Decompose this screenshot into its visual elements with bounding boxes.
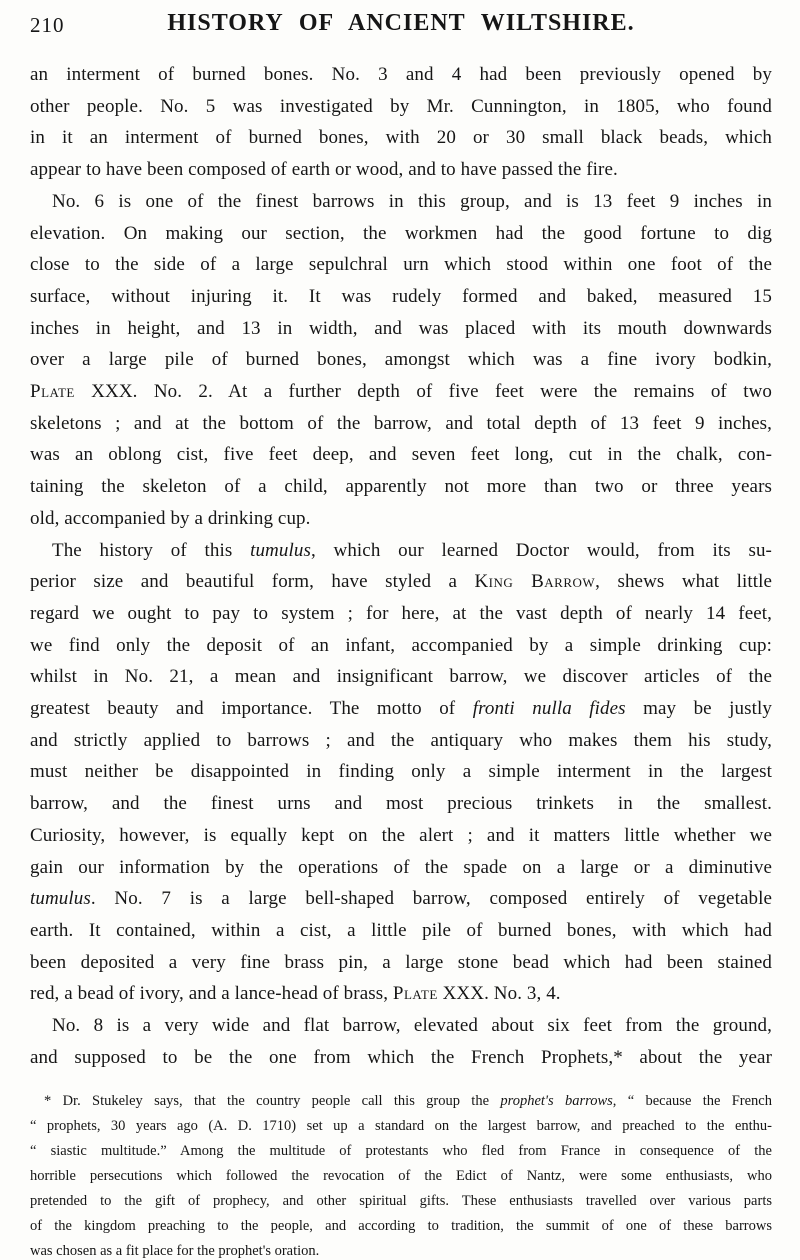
text-line (30, 598, 772, 630)
text-run: inches in height, and 13 in width, and was placed with its mouth downwards (30, 317, 772, 339)
text-run: perior size and beautiful form, have styled a (30, 571, 475, 593)
italic-text-run: prophet's barrows (500, 1092, 613, 1109)
text-run: old, accompanied by a drinking cup. (30, 507, 311, 529)
page-header (0, 10, 800, 42)
text-line (30, 725, 772, 757)
text-run: “ prophets, 30 years ago (A. D. 1710) set up a standard on the largest barrow, and preached to the enthu- (30, 1117, 772, 1134)
text-line (30, 1042, 772, 1074)
text-run: “ siastic multitude.” Among the multitude of protestants who fled from France in consequence of the (30, 1142, 772, 1159)
text-line (30, 59, 772, 91)
text-run: been deposited a very fine brass pin, a large stone bead which had been stained (30, 951, 772, 973)
text-line (30, 1114, 772, 1139)
text-line (30, 249, 772, 281)
text-run: regard we ought to pay to system ; for here, at the vast depth of nearly 14 feet, (30, 602, 772, 624)
text-run: we find only the deposit of an infant, accompanied by a simple drinking cup: (30, 634, 772, 656)
text-line (30, 1214, 772, 1239)
text-run: Curiosity, however, is equally kept on the alert ; and it matters little whether we (30, 824, 772, 846)
text-run: taining the skeleton of a child, apparently not more than two or three years (30, 476, 772, 498)
text-line (30, 630, 772, 662)
text-run: , shews what little (595, 571, 773, 593)
text-run: , which our learned Doctor would, from its su- (310, 539, 772, 561)
text-run: may be justly (625, 698, 772, 720)
text-run: other people. No. 5 was investigated by Mr. Cunnington, in 1805, who found (30, 95, 772, 117)
text-line (30, 978, 772, 1010)
text-line (30, 1139, 772, 1164)
text-line (30, 122, 772, 154)
text-run: No. 8 is a very wide and flat barrow, elevated about six feet from the ground, (52, 1015, 772, 1037)
text-line (30, 218, 772, 250)
text-run: greatest beauty and importance. The motto of (30, 698, 473, 720)
text-line (30, 1189, 772, 1214)
text-run: red, a bead of ivory, and a lance-head of brass, (30, 983, 393, 1005)
text-run: * Dr. Stukeley says, that the country people call this group the (44, 1092, 501, 1109)
text-run: elevation. On making our section, the workmen had the good fortune to dig (30, 222, 772, 244)
text-line (30, 91, 772, 123)
text-line (30, 154, 772, 186)
text-line (30, 535, 772, 567)
italic-text-run: tumulus (250, 539, 311, 561)
italic-text-run: fronti nulla fides (472, 698, 626, 720)
text-run: in it an interment of burned bones, with 20 or 30 small black beads, which (30, 127, 772, 149)
text-run: barrow, and the finest urns and most precious trinkets in the smallest. (30, 793, 772, 815)
text-run: over a large pile of burned bones, amongst which was a fine ivory bodkin, (30, 349, 772, 371)
text-run: , “ because the French (612, 1092, 772, 1109)
text-run: close to the side of a large sepulchral urn which stood within one foot of the (30, 254, 772, 276)
text-run: and strictly applied to barrows ; and the antiquary who makes them his study, (30, 729, 772, 751)
footnote (30, 1089, 772, 1260)
text-run: whilst in No. 21, a mean and insignificant barrow, we discover articles of the (30, 666, 772, 688)
text-line (30, 376, 772, 408)
text-run: surface, without injuring it. It was rudely formed and baked, measured 15 (30, 285, 772, 307)
text-run: XXX. No. 2. At a further depth of five feet were the remains of two (74, 381, 772, 403)
text-run: skeletons ; and at the bottom of the barrow, and total depth of 13 feet 9 inches, (30, 412, 772, 434)
text-line (30, 503, 772, 535)
text-run: must neither be disappointed in finding only a simple interment in the largest (30, 761, 772, 783)
smallcaps-text-run: King Barrow (474, 571, 596, 593)
text-run: an interment of burned bones. No. 3 and 4 had been previously opened by (30, 64, 772, 85)
text-run: gain our information by the operations of the spade on a large or a diminutive (30, 856, 772, 878)
text-line (30, 1164, 772, 1189)
text-run: was an oblong cist, five feet deep, and seven feet long, cut in the chalk, con- (30, 444, 772, 466)
text-run: XXX. No. 3, 4. (437, 983, 561, 1005)
smallcaps-text-run: Plate (30, 381, 75, 403)
text-line (30, 1010, 772, 1042)
page-number: 210 (30, 13, 65, 37)
text-line (30, 281, 772, 313)
italic-text-run: tumulus (30, 888, 91, 910)
text-line (30, 344, 772, 376)
smallcaps-text-run: Plate (392, 983, 438, 1005)
text-line (30, 408, 772, 440)
text-line (30, 661, 772, 693)
text-line (30, 693, 772, 725)
text-run: horrible persecutions which followed the revocation of the Edict of Nantz, were some enthusiasts, who (30, 1167, 772, 1184)
text-line (30, 915, 772, 947)
text-line (30, 1239, 772, 1260)
text-run: of the kingdom preaching to the people, and according to tradition, the summit of one of these barrows (30, 1217, 772, 1234)
text-run: The history of this (52, 539, 251, 561)
text-line (30, 947, 772, 979)
text-line (30, 820, 772, 852)
text-line (30, 756, 772, 788)
text-run: appear to have been composed of earth or wood, and to have passed the fire. (30, 159, 618, 181)
text-run: pretended to the gift of prophecy, and other spiritual gifts. These enthusiasts travelled over various parts (30, 1192, 772, 1209)
running-title: HISTORY OF ANCIENT WILTSHIRE. (167, 10, 635, 36)
text-run: earth. It contained, within a cist, a little pile of burned bones, with which had (30, 919, 772, 941)
text-line (30, 1089, 772, 1114)
text-line (30, 186, 772, 218)
text-line (30, 883, 772, 915)
text-line (30, 313, 772, 345)
text-run: and supposed to be the one from which the French Prophets,* about the year (30, 1046, 772, 1068)
text-line (30, 852, 772, 884)
text-line (30, 471, 772, 503)
text-line (30, 788, 772, 820)
body-text (30, 59, 772, 1074)
text-line (30, 566, 772, 598)
text-line (30, 439, 772, 471)
text-run: No. 6 is one of the finest barrows in this group, and is 13 feet 9 inches in (52, 190, 772, 212)
text-run: was chosen as a fit place for the prophet's oration. (30, 1242, 320, 1259)
text-run: . No. 7 is a large bell-shaped barrow, composed entirely of vegetable (90, 888, 772, 910)
